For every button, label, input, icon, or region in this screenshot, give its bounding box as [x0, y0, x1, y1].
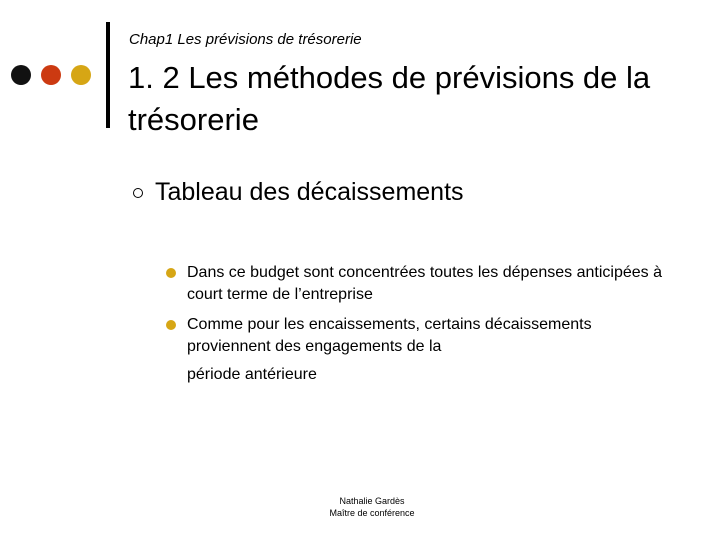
chapter-label: Chap1 Les prévisions de trésorerie: [129, 31, 362, 48]
yellow-bullet-icon: [166, 268, 176, 278]
main-bullet: [133, 178, 464, 207]
sub-bullet-item: [166, 262, 666, 306]
sub-bullet-list: [166, 262, 666, 400]
slide-title: 1. 2 Les méthodes de prévisions de la trésorerie: [128, 60, 651, 137]
black-dot-icon: [11, 65, 31, 85]
sub-bullet-text: Comme pour les encaissements, certains décaissements proviennent des engagements de la: [187, 316, 592, 355]
sub-bullet-text-continued: période antérieure: [187, 366, 317, 383]
decorative-dots: [11, 65, 91, 87]
footer-role: Maître de conférence: [329, 508, 415, 518]
footer: [300, 495, 444, 519]
yellow-bullet-icon: [166, 320, 176, 330]
main-bullet-text: Tableau des décaissements: [155, 178, 464, 206]
yellow-dot-icon: [71, 65, 91, 85]
footer-author: Nathalie Gardès: [339, 496, 405, 506]
vertical-divider: [106, 22, 110, 128]
red-dot-icon: [41, 65, 61, 85]
ring-bullet-icon: [133, 188, 143, 198]
sub-bullet-text: Dans ce budget sont concentrées toutes les dépenses anticipées à court terme de l’entreprise: [187, 264, 662, 303]
sub-bullet-item: [166, 314, 666, 392]
